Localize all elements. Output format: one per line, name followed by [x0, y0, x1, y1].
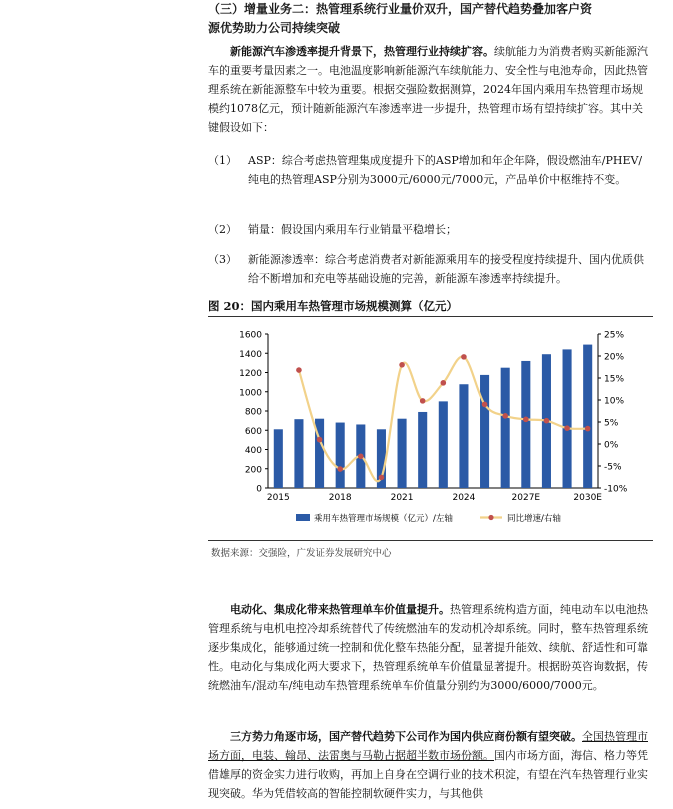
section-heading: [208, 0, 653, 38]
paragraph-body: 续航能力为消费者购买新能源汽车的重要考量因素之一。电池温度影响新能源汽车续航能力、安全性与电池寿命，因此热管理系统在新能源整车中较为重要。根据交强险数据测算，2024年国内乘用车热管理市场规模约1078亿元，预计随新能源汽车渗透率进一步提升，热管理市场有望持续扩容。其中关键假设如下：: [208, 45, 648, 134]
bar-2030E: [583, 345, 592, 488]
section-heading-line-1: （三）增量业务二：热管理系统行业量价双升，国产替代趋势叠加客户资: [208, 2, 593, 16]
bar-2027E: [521, 361, 530, 488]
paragraph-body: 热管理系统构造方面，纯电动车以电池热管理系统与电机电控冷却系统替代了传统燃油车的发动机冷却系统。同时，整车热管理系统逐步集成化，能够通过统一控制和优化整车热能分配，显著提升能效、续航、舒适性和可靠性。电动化与集成化两大要求下，热管理系统单车价值量显著提升。根据盼英咨询数据，传统燃油车/混动车/纯电动车热管理系统单车价值量分别约为3000/6000/7000元。: [208, 603, 648, 692]
legend-swatch-market-size: [296, 514, 310, 521]
assumption-text: 销量：假设国内乘用车行业销量平稳增长；: [248, 223, 457, 236]
growth-point-2022: [420, 398, 426, 404]
bar-2022: [418, 412, 427, 488]
bar-2024: [459, 384, 468, 488]
bar-2018: [336, 423, 345, 488]
left-tick-label: 800: [244, 407, 262, 418]
growth-point-2029E: [564, 425, 570, 431]
right-tick-label: 15%: [604, 374, 625, 385]
source-divider: [208, 540, 653, 541]
paragraph-lead: 三方势力角逐市场，国产替代趋势下公司作为国内供应商份额有望突破。: [230, 730, 582, 743]
assumption-number: （3）: [208, 253, 237, 266]
x-tick-label: 2018: [328, 493, 352, 503]
left-tick-label: 1200: [239, 369, 262, 379]
assumption-text: 新能源渗透率：综合考虑消费者对新能源乘用车的接受程度持续提升、国内优质供给不断增加和充电等基础设施的完善，新能源车渗透率持续提升。: [248, 253, 644, 285]
right-tick-label: 20%: [604, 352, 625, 363]
growth-point-2030E: [585, 426, 591, 432]
left-tick-label: 1600: [239, 330, 262, 341]
paragraph-competition: [208, 727, 653, 803]
left-tick-label: 1000: [239, 388, 262, 399]
left-tick-label: 1400: [239, 349, 262, 360]
paragraph-lead: 电动化、集成化带来热管理单车价值量提升。: [230, 603, 450, 616]
paragraph-underlined: 全国热管理市场方面，电装、翰昂、法雷奥与马勒占据超半数市场份额。: [208, 730, 648, 762]
growth-point-2016: [296, 367, 302, 373]
x-tick-label: 2027E: [511, 493, 541, 503]
paragraph-body: 国内市场方面，海信、格力等凭借雄厚的资金实力进行收购，再加上自身在空调行业的技术积淀，有望在汽车热管理行业实现突破。华为凭借较高的智能控制软硬件实力，与其他供: [208, 749, 648, 800]
market-size-chart: [208, 318, 653, 538]
growth-point-2028E: [544, 418, 550, 424]
left-tick-label: 600: [244, 426, 262, 437]
paragraph-value-increase: [208, 600, 653, 695]
left-tick-label: 0: [256, 484, 262, 495]
caption-divider: [208, 316, 653, 317]
bar-2029E: [563, 349, 572, 488]
assumption-item-3: [208, 250, 653, 288]
right-tick-label: 25%: [604, 330, 625, 341]
growth-point-2023: [441, 380, 447, 386]
x-tick-label: 2024: [452, 493, 476, 503]
figure-caption: 图 20：国内乘用车热管理市场规模测算（亿元）: [208, 299, 459, 313]
growth-point-2026E: [502, 413, 508, 419]
x-tick-label: 2030E: [573, 493, 602, 503]
section-heading-line-2: 源优势助力公司持续突破: [208, 21, 341, 35]
bar-2025E: [480, 375, 489, 488]
right-tick-label: 10%: [604, 396, 625, 407]
assumption-item-1: [208, 151, 653, 189]
bar-2021: [398, 419, 407, 488]
left-tick-label: 200: [244, 465, 262, 476]
paragraph-lead: 新能源汽车渗透率提升背景下，热管理行业持续扩容。: [230, 45, 494, 58]
assumption-item-2: [208, 220, 653, 239]
growth-point-2021: [399, 362, 405, 368]
growth-point-2017: [317, 437, 323, 443]
assumption-number: （1）: [208, 154, 237, 167]
legend-label-growth: 同比增速/右轴: [507, 514, 561, 524]
right-tick-label: -5%: [604, 462, 622, 473]
growth-point-2020: [379, 475, 385, 481]
x-tick-label: 2021: [390, 493, 414, 503]
right-tick-label: -10%: [604, 484, 628, 495]
bar-2023: [439, 401, 448, 488]
paragraph-market-expansion: [208, 42, 653, 137]
bar-2015: [274, 429, 283, 488]
assumption-number: （2）: [208, 223, 237, 236]
left-tick-label: 400: [244, 446, 262, 456]
growth-point-2025E: [482, 402, 488, 408]
right-tick-label: 5%: [604, 418, 619, 429]
x-tick-label: 2015: [266, 493, 290, 503]
figure-source: 数据来源：交强险，广发证券发展研究中心: [211, 548, 392, 559]
growth-point-2027E: [523, 417, 529, 423]
growth-point-2019: [358, 454, 364, 460]
legend-label-market-size: 乘用车热管理市场规模（亿元）/左轴: [314, 514, 453, 524]
bar-2016: [294, 419, 303, 488]
bar-2026E: [501, 368, 510, 488]
right-tick-label: 0%: [604, 440, 619, 451]
legend-swatch-growth-point: [488, 515, 493, 520]
growth-point-2018: [337, 466, 343, 472]
growth-point-2024: [461, 354, 467, 360]
assumption-text: ASP：综合考虑热管理集成度提升下的ASP增加和年企年降，假设燃油车/PHEV/纯电的热管理ASP分别为3000元/6000元/7000元，产品单价中枢维持不变。: [248, 154, 643, 186]
